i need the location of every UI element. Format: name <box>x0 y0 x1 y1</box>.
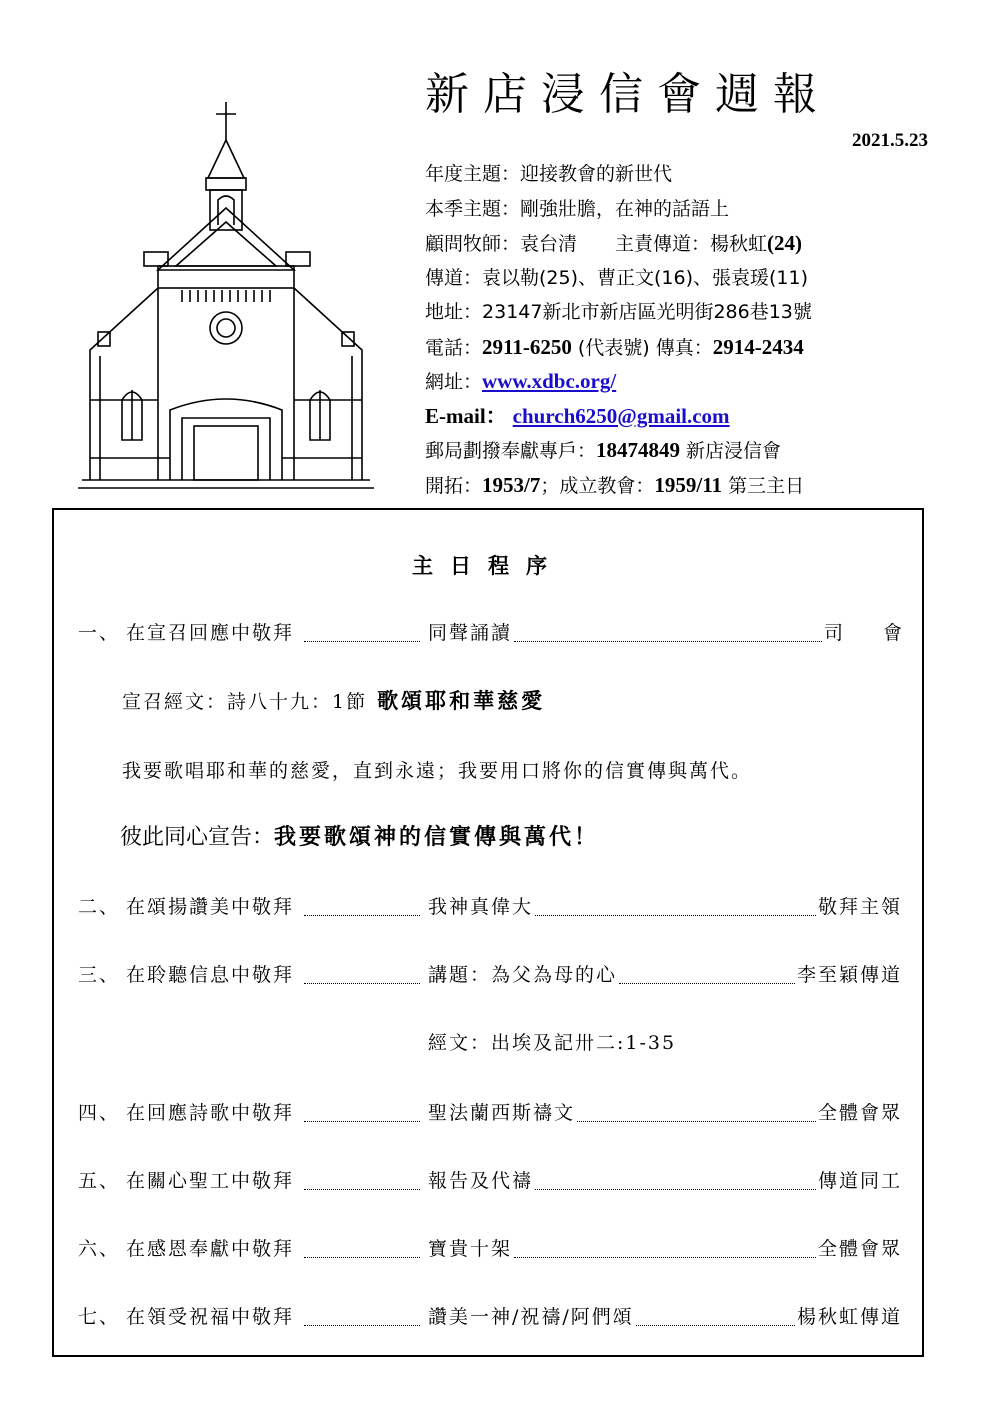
scripture-reference: 經文：出埃及記卅二:1-35 <box>428 1032 677 1054</box>
postal-name: 新店浸信會 <box>680 440 782 462</box>
website-line <box>425 364 812 399</box>
call-title: 歌頌耶和華慈愛 <box>377 688 546 713</box>
email-label: E-mail： <box>425 403 507 428</box>
dot-leader <box>535 915 816 916</box>
dot-leader <box>514 641 822 642</box>
row-item: 講題：為父為母的心 <box>428 964 618 986</box>
row-part: 在關心聖工中敬拜 <box>126 1170 295 1192</box>
phone-label: 電話： <box>425 336 483 359</box>
dot-leader <box>619 983 795 984</box>
row-part: 在領受祝福中敬拜 <box>126 1306 295 1328</box>
row-number: 一、 <box>78 622 121 644</box>
founding-line <box>425 468 812 503</box>
row-person: 楊秋虹傳道 <box>796 1306 902 1328</box>
bulletin-date: 2021.5.23 <box>852 130 928 151</box>
declaration-text: 我要歌頌神的信實傳與萬代！ <box>274 824 600 850</box>
row-item: 讚美一神/祝禱/阿們頌 <box>428 1306 634 1328</box>
address: 23147新北市新店區光明街286巷13號 <box>482 301 812 323</box>
phone-line <box>425 330 812 365</box>
dot-leader <box>304 1325 420 1326</box>
dot-leader <box>514 1257 816 1258</box>
row-person: 全體會眾 <box>817 1102 902 1124</box>
phone-number: 2911-6250 <box>482 334 572 359</box>
established-date: 1959/11 <box>654 472 723 497</box>
program-row <box>78 1166 902 1196</box>
row-item: 聖法蘭西斯禱文 <box>428 1102 576 1124</box>
row-person: 司會 <box>823 622 942 644</box>
founding-date: 1953/7 <box>482 472 541 497</box>
established-suffix: 第三主日 <box>722 474 805 497</box>
row-part: 在頌揚讚美中敬拜 <box>126 896 295 918</box>
pastor-line <box>425 226 812 261</box>
program-row <box>78 1098 902 1128</box>
row-part: 在聆聽信息中敬拜 <box>126 964 295 986</box>
lead-preacher-label: 主責傳道： <box>615 233 711 255</box>
postal-label: 郵局劃撥奉獻專戶： <box>425 440 597 462</box>
row-person: 傳道同工 <box>817 1170 902 1192</box>
call-verse: 我要歌唱耶和華的慈愛，直到永遠；我要用口將你的信實傳與萬代。 <box>122 760 753 782</box>
fax-number: 2914-2434 <box>712 334 804 359</box>
established-label: ；成立教會： <box>540 474 655 497</box>
row-number: 三、 <box>78 964 121 986</box>
call-to-worship <box>122 685 545 715</box>
program-row <box>78 1234 902 1264</box>
row-number: 七、 <box>78 1306 121 1328</box>
row-number: 六、 <box>78 1238 121 1260</box>
bulletin-title: 新店浸信會週報 <box>425 69 831 120</box>
program-row <box>78 960 902 990</box>
website-link[interactable]: www.xdbc.org/ <box>482 369 617 393</box>
program-heading: 主日程序 <box>412 553 564 578</box>
advisor: 顧問牧師：袁台清 <box>425 233 578 255</box>
dot-leader <box>535 1189 816 1190</box>
preachers: 袁以勒(25)、曹正文(16)、張袁瑗(11) <box>482 266 809 289</box>
program-row <box>78 618 942 648</box>
email-link[interactable]: church6250@gmail.com <box>512 403 730 428</box>
call-reference: 宣召經文：詩八十九：1節 <box>122 691 368 713</box>
website-label: 網址： <box>425 371 483 393</box>
dot-leader <box>636 1325 795 1326</box>
dot-leader <box>304 1121 420 1122</box>
lead-preacher-name: 楊秋虹 <box>710 233 768 255</box>
phone-note: (代表號) 傳真： <box>571 336 713 359</box>
lead-preacher-num: (24) <box>767 231 803 255</box>
row-part: 在感恩奉獻中敬拜 <box>126 1238 295 1260</box>
row-person: 李至穎傳道 <box>796 964 902 986</box>
program-row <box>78 892 902 922</box>
year-theme: 年度主題：迎接教會的新世代 <box>425 163 673 185</box>
dot-leader <box>304 915 420 916</box>
row-person: 敬拜主領 <box>817 896 902 918</box>
row-item: 同聲誦讀 <box>428 622 513 644</box>
address-label: 地址： <box>425 301 483 323</box>
row-number: 五、 <box>78 1170 121 1192</box>
dot-leader <box>304 1189 420 1190</box>
row-number: 四、 <box>78 1102 121 1124</box>
address-line <box>425 295 812 330</box>
dot-leader <box>577 1121 816 1122</box>
row-part: 在宣召回應中敬拜 <box>126 622 295 644</box>
program-row <box>78 1302 902 1332</box>
row-person: 全體會眾 <box>817 1238 902 1260</box>
program-box <box>52 508 942 1357</box>
declaration <box>120 820 599 851</box>
row-item: 我神真偉大 <box>428 896 534 918</box>
postal-line <box>425 433 812 468</box>
declaration-label: 彼此同心宣告： <box>120 825 275 850</box>
postal-account: 18474849 <box>596 438 681 462</box>
founding-label: 開拓： <box>425 474 483 497</box>
season-theme: 本季主題：剛強壯膽，在神的話語上 <box>425 197 730 220</box>
email-line <box>425 399 812 434</box>
row-part: 在回應詩歌中敬拜 <box>126 1102 295 1124</box>
preachers-label: 傳道： <box>425 266 483 289</box>
church-info <box>425 157 812 502</box>
row-number: 二、 <box>78 896 121 918</box>
preachers-line <box>425 261 812 296</box>
dot-leader <box>304 983 420 984</box>
row-item: 寶貴十架 <box>428 1238 513 1260</box>
row-item: 報告及代禱 <box>428 1170 534 1192</box>
church-illustration <box>78 100 388 492</box>
dot-leader <box>304 1257 420 1258</box>
dot-leader <box>304 641 420 642</box>
